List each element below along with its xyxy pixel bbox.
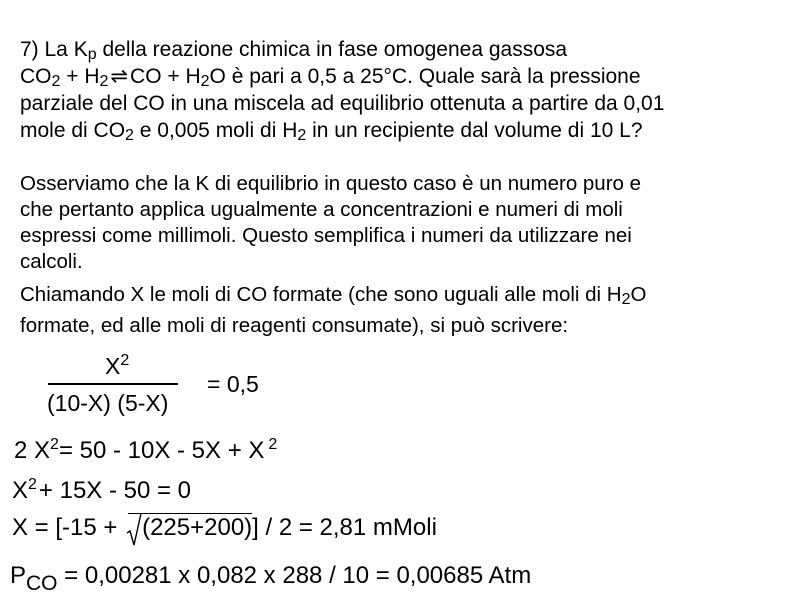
formula-o: O — [209, 65, 226, 88]
equation-4 — [10, 562, 531, 596]
question-text: mole di CO — [20, 119, 126, 142]
eq-text: = 50 - 10X - 5X + X — [58, 437, 265, 464]
question-text: e — [133, 119, 158, 142]
subscript: 2 — [297, 127, 307, 144]
equation-2 — [12, 476, 191, 505]
answer-text: Chiamando X le moli di CO formate (che sono uguali alle moli di H — [20, 283, 622, 306]
subscript: 2 — [621, 291, 631, 308]
subscript: 2 — [200, 73, 210, 90]
fraction-numerator — [105, 352, 129, 380]
eq-text: X — [12, 477, 29, 504]
kp-subscript: p — [87, 46, 97, 63]
eq-text: + 15X - 50 = 0 — [38, 477, 192, 504]
eq-text: ] / 2 = 2,81 mMoli — [252, 514, 437, 541]
k-value: 0,5 — [307, 65, 337, 88]
question-text: 7) La K — [20, 38, 88, 61]
answer-line: formate, ed alle moli di reagenti consumate), si può scrivere: — [20, 314, 569, 337]
equilibrium-arrow-icon: ⇌ — [110, 65, 129, 88]
numerator-text: X — [105, 353, 121, 379]
answer-paragraph-2 — [20, 282, 646, 339]
co2-moles-value: 0,01 — [623, 92, 665, 115]
formula-co2: CO — [20, 65, 52, 88]
fraction-bar — [48, 383, 178, 385]
formula-products: CO + H — [130, 65, 201, 88]
question-line-3 — [20, 91, 664, 117]
equation-1 — [14, 436, 277, 465]
eq-text: = 0,00281 x 0,082 x 288 / 10 = 0,00685 Atm — [57, 562, 532, 589]
exponent: 2 — [268, 436, 278, 453]
question-text: è pari a — [225, 65, 308, 88]
fraction-result: = 0,5 — [207, 371, 259, 397]
subscript: CO — [26, 572, 58, 595]
eq-text: P — [10, 562, 27, 589]
square-root — [128, 513, 252, 542]
exponent: 2 — [28, 476, 37, 493]
answer-text: O — [630, 283, 647, 306]
answer-line — [20, 282, 646, 313]
answer-line: calcoli. — [20, 250, 83, 273]
eq-text: 2 X — [14, 437, 51, 464]
fraction-denominator: (10-X) (5-X) — [47, 390, 169, 416]
question-line-4 — [20, 118, 643, 149]
subscript: 2 — [125, 127, 134, 144]
sqrt-icon — [126, 513, 142, 547]
subscript: 2 — [99, 73, 109, 90]
sqrt-argument: (225+200) — [142, 514, 253, 541]
answer-paragraph-1 — [20, 171, 641, 275]
question-text: parziale del CO in una miscela ad equilibrio ottenuta a partire da — [20, 92, 624, 115]
answer-line: che pertanto applica ugualmente a concentrazioni e numeri di moli — [20, 198, 623, 221]
equation-3 — [12, 513, 437, 542]
formula-h2: + H — [60, 65, 100, 88]
h2-moles-value: 0,005 — [157, 119, 210, 142]
question-text: moli di H — [209, 119, 298, 142]
exponent: 2 — [120, 352, 130, 369]
subscript: 2 — [51, 73, 61, 90]
exponent: 2 — [50, 436, 59, 453]
answer-line: Osserviamo che la K di equilibrio in questo caso è un numero puro e — [20, 172, 642, 195]
question-text: a 25°C. Quale sarà la pressione — [336, 65, 641, 88]
answer-line: espressi come millimoli. Questo semplifica i numeri da utilizzare nei — [20, 224, 632, 247]
eq-text: X = [-15 + — [12, 514, 125, 541]
question-text: della reazione chimica in fase omogenea gassosa — [96, 38, 568, 61]
question-text: in un recipiente dal volume di 10 L? — [306, 119, 643, 142]
